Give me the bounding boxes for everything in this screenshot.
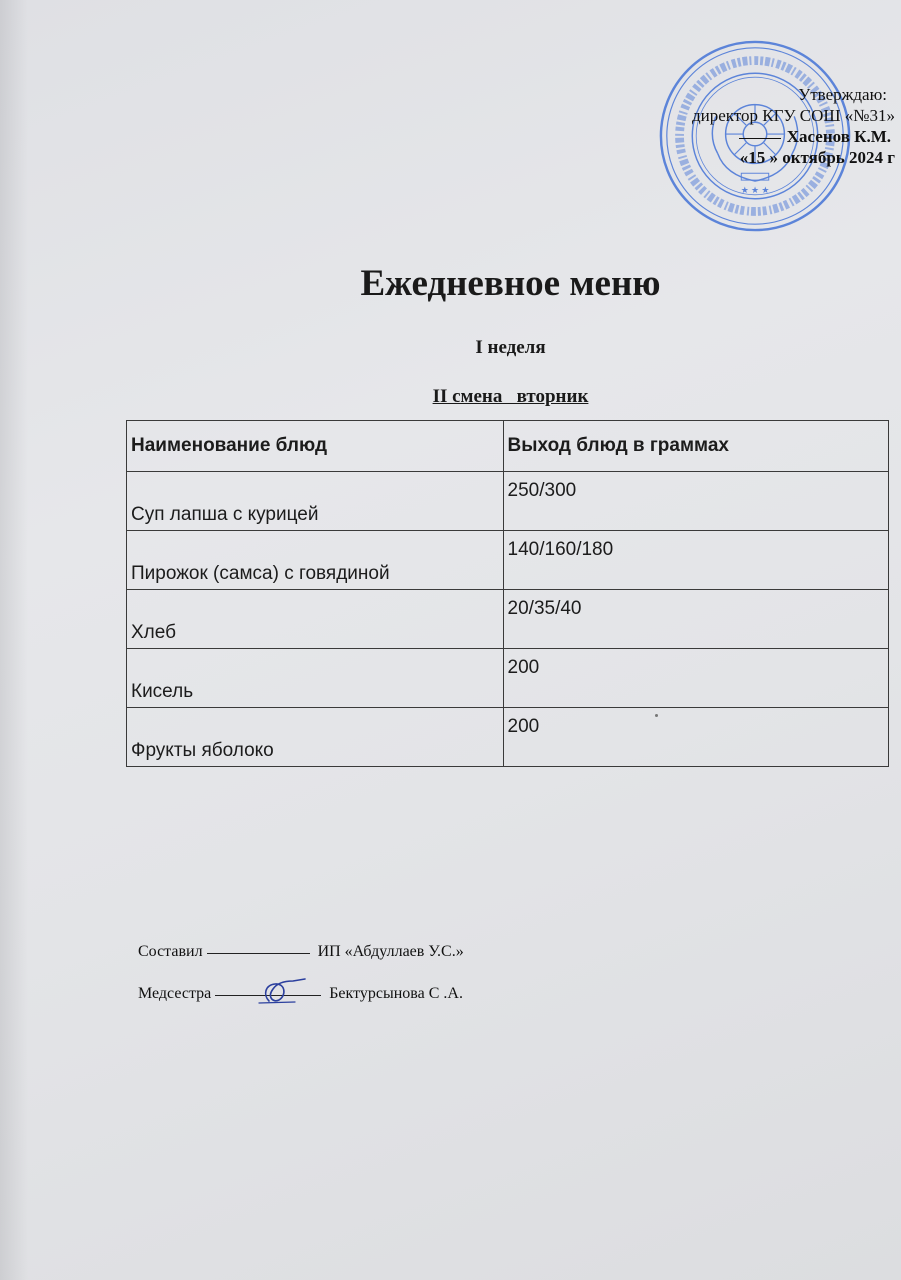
table-row (127, 590, 889, 649)
approval-name: Хасенов К.М. (786, 127, 891, 146)
dish-weight: 20/35/40 (503, 590, 888, 649)
table-row (127, 708, 889, 767)
approval-block (595, 84, 895, 168)
header-dish-name: Наименование блюд (127, 421, 504, 472)
nurse-label: Медсестра (138, 985, 212, 1002)
compiled-by-label: Составил (138, 943, 203, 960)
dish-name: Фрукты яболоко (127, 708, 504, 767)
dish-name: Суп лапша с курицей (127, 472, 504, 531)
shift-day-label (0, 386, 901, 408)
approval-signatory (595, 126, 891, 147)
approval-signature-line (739, 138, 781, 139)
dish-name: Пирожок (самса) с говядиной (127, 531, 504, 590)
dish-weight: 200 (503, 649, 888, 708)
table-header-row (127, 421, 889, 472)
menu-table (126, 420, 889, 767)
shift-day-text: II смена вторник (432, 386, 589, 407)
week-label: I неделя (475, 337, 546, 358)
handwritten-signature (255, 975, 315, 1005)
dish-name: Хлеб (127, 590, 504, 649)
nurse-name: Бектурсынова С .А. (329, 985, 463, 1002)
table-row (127, 531, 889, 590)
approval-date: «15 » октябрь 2024 г (739, 148, 895, 167)
document-title: Ежедневное меню (360, 263, 661, 304)
table-row (127, 649, 889, 708)
compiled-by-name: ИП «Абдуллаев У.С.» (317, 943, 464, 960)
approval-label: Утверждаю: (798, 85, 887, 104)
dish-weight: 200 (503, 708, 888, 767)
paper-speck (655, 714, 658, 717)
svg-text:★ ★ ★: ★ ★ ★ (740, 184, 770, 195)
compiled-by-line (138, 943, 464, 961)
approval-position: директор КГУ СОШ «№31» (692, 106, 895, 125)
header-weight: Выход блюд в граммах (503, 421, 888, 472)
compiled-signature-line (207, 953, 310, 954)
dish-weight: 140/160/180 (503, 531, 888, 590)
dish-name: Кисель (127, 649, 504, 708)
dish-weight: 250/300 (503, 472, 888, 531)
table-row (127, 472, 889, 531)
